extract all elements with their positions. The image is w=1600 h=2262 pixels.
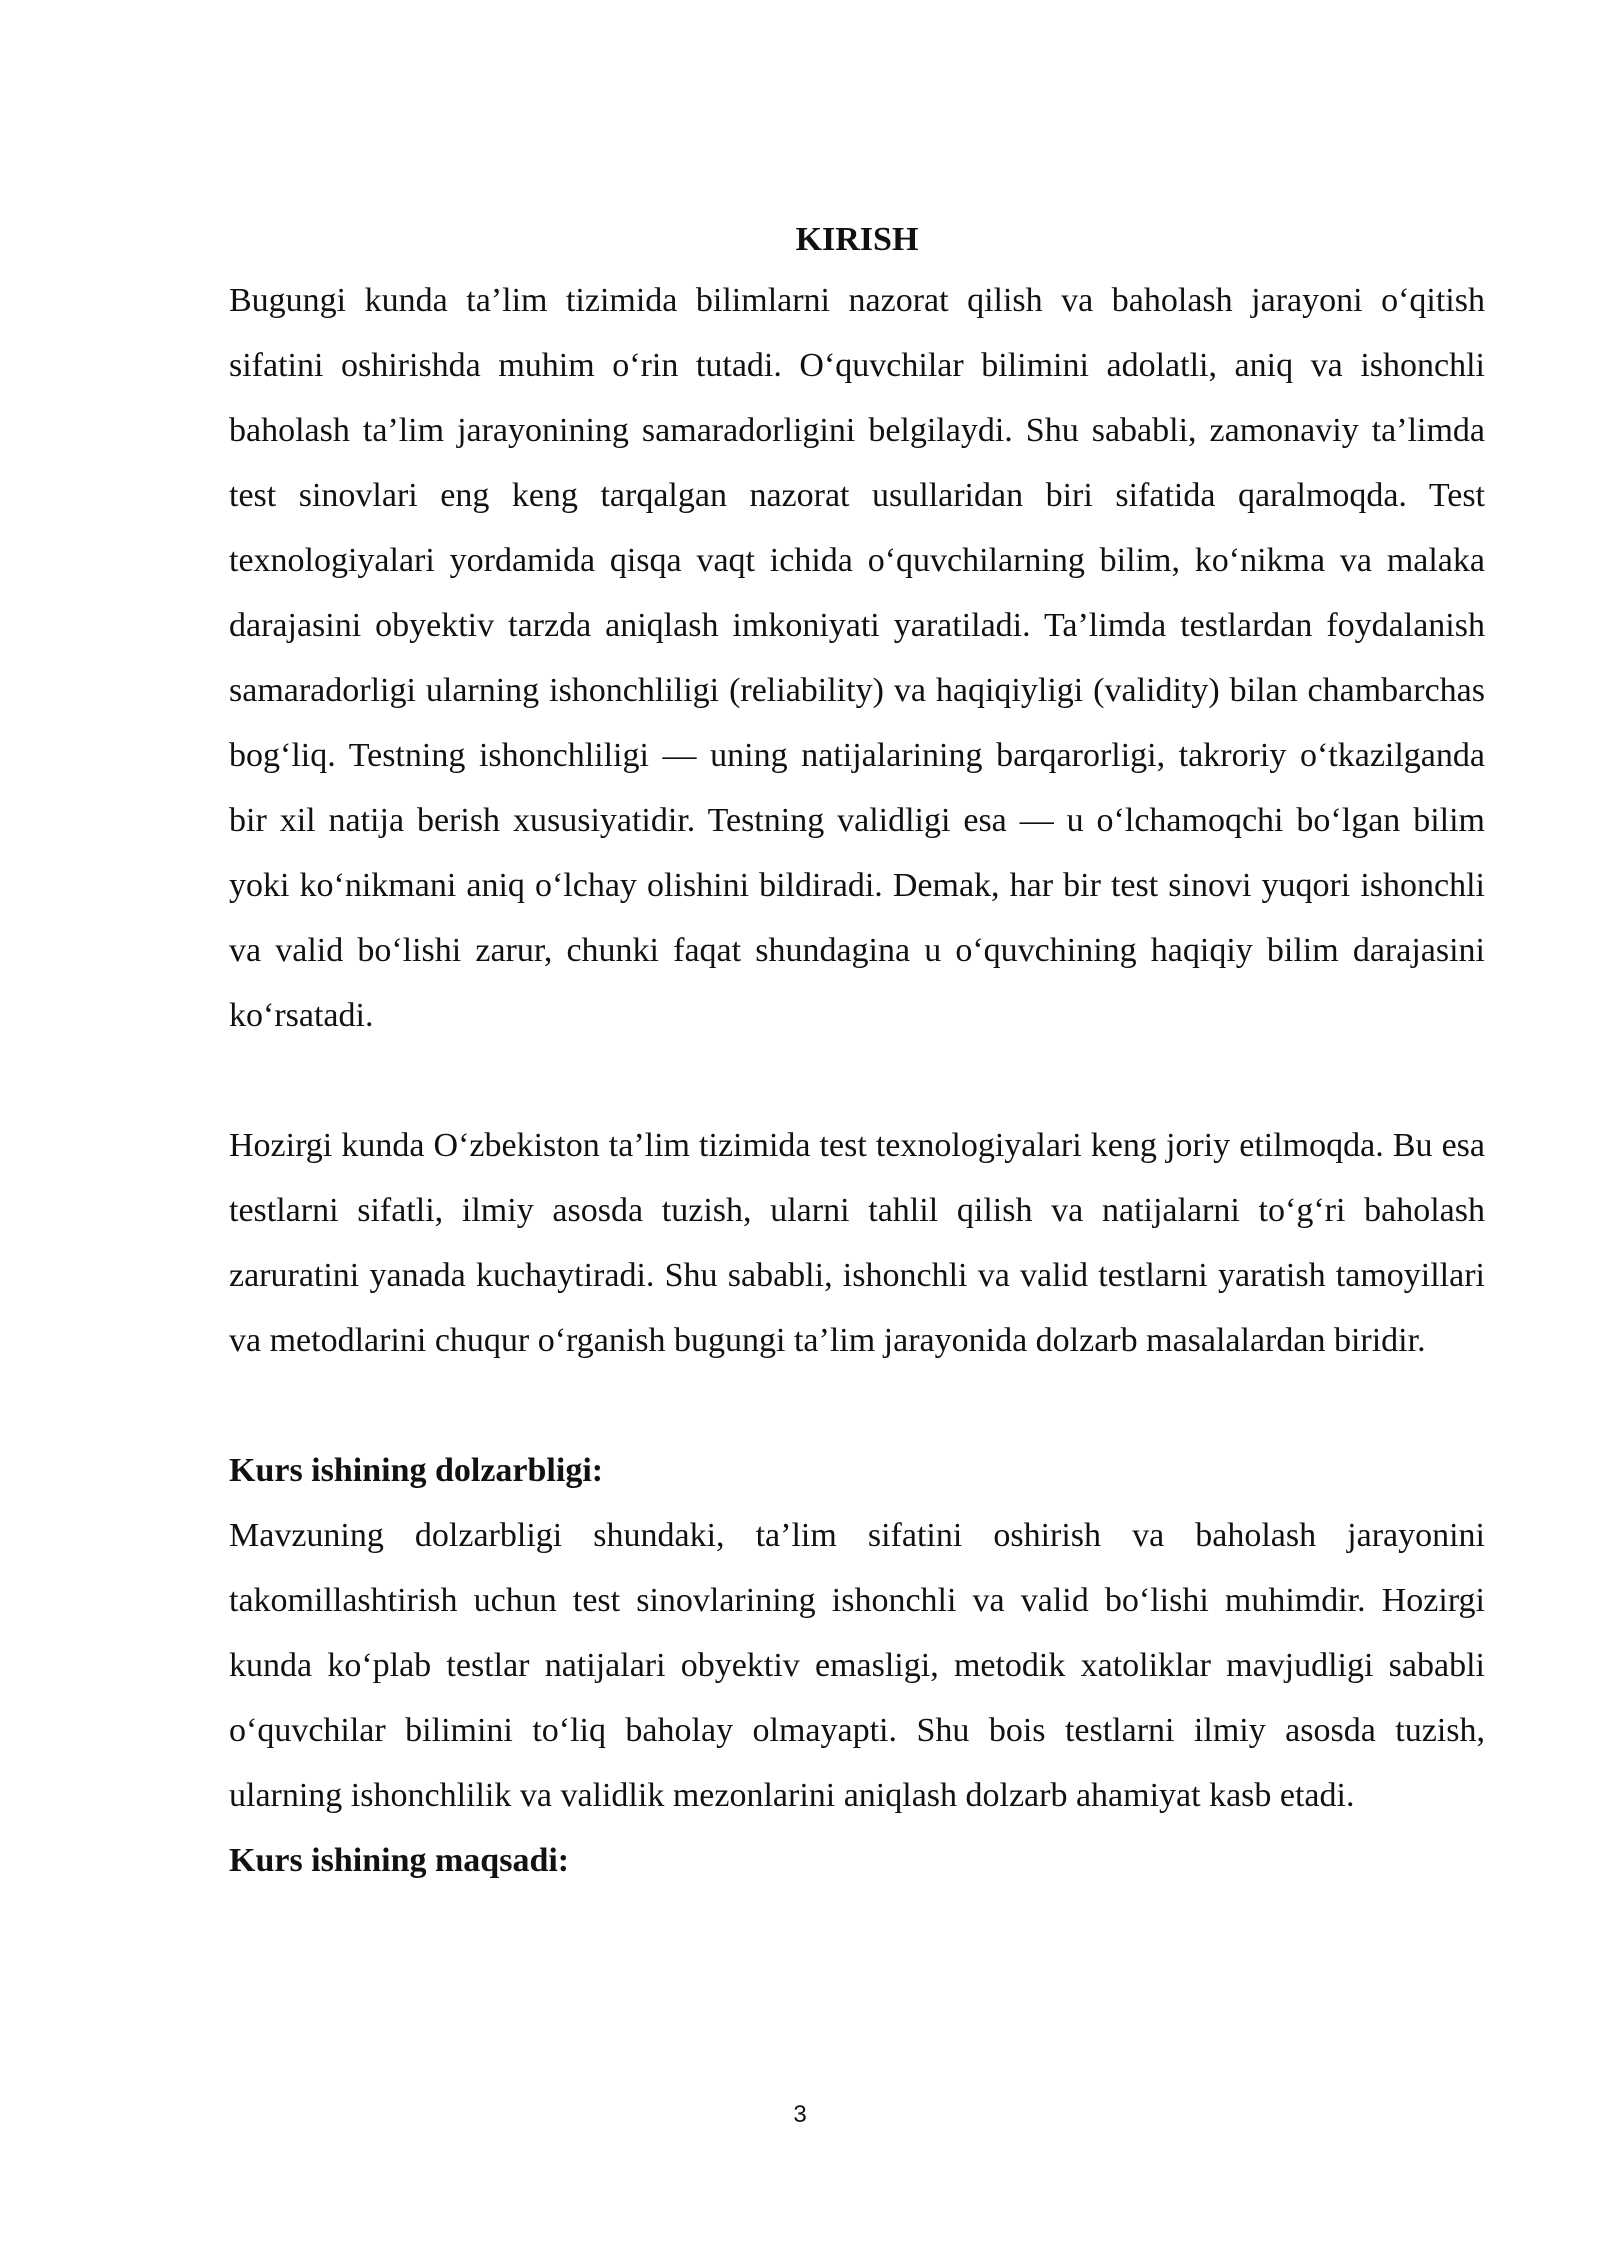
relevance-heading: Kurs ishining dolzarbligi: bbox=[229, 1452, 604, 1489]
context-paragraph: Hozirgi kunda O‘zbekiston ta’lim tizimida test texnologiyalari keng joriy etilmoqda. Bu esa testlarni sifatli, ilmiy asosda tuzish, ularni tahlil qilish va natijalarni to‘g‘ri baholash zaruratini yanada kuchaytiradi. Shu sababli, ishonchli va valid testlarni yaratish tamoyillari va metodlarini chuqur o‘rganish bugungi ta’lim jarayonida dolzarb masalalardan biridir. bbox=[229, 1127, 1485, 1359]
page-content bbox=[229, 212, 1485, 1893]
paragraph-gap bbox=[229, 1373, 1485, 1438]
paragraph-gap bbox=[229, 1048, 1485, 1113]
page-title: KIRISH bbox=[795, 221, 919, 258]
goal-heading: Kurs ishining maqsadi: bbox=[229, 1842, 570, 1879]
page-number: 3 bbox=[793, 2101, 807, 2128]
intro-paragraph: Bugungi kunda ta’lim tizimida bilimlarni nazorat qilish va baholash jarayoni o‘qitish sifatini oshirishda muhim o‘rin tutadi. O‘quvchilar bilimini adolatli, aniq va ishonchli baholash ta’lim jarayonining samaradorligini belgilaydi. Shu sababli, zamonaviy ta’limda test sinovlari eng keng tarqalgan nazorat usullaridan biri sifatida qaralmoqda. Test texnologiyalari yordamida qisqa vaqt ichida o‘quvchilarning bilim, ko‘nikma va malaka darajasini obyektiv tarzda aniqlash imkoniyati yaratiladi. Ta’limda testlardan foydalanish samaradorligi ularning ishonchliligi (reliability) va haqiqiyligi (validity) bilan chambarchas bog‘liq. Testning ishonchliligi — uning natijalarining barqarorligi, takroriy o‘tkazilganda bir xil natija berish xususiyatidir. Testning validligi esa — u o‘lchamoqchi bo‘lgan bilim yoki ko‘nikmani aniq o‘lchay olishini bildiradi. Demak, har bir test sinovi yuqori ishonchli va valid bo‘lishi zarur, chunki faqat shundagina u o‘quvchining haqiqiy bilim darajasini ko‘rsatadi. bbox=[229, 282, 1485, 1034]
relevance-paragraph: Mavzuning dolzarbligi shundaki, ta’lim sifatini oshirish va baholash jarayonini takomillashtirish uchun test sinovlarining ishonchli va valid bo‘lishi muhimdir. Hozirgi kunda ko‘plab testlar natijalari obyektiv emasligi, metodik xatoliklar mavjudligi sababli o‘quvchilar bilimini to‘liq baholay olmayapti. Shu bois testlarni ilmiy asosda tuzish, ularning ishonchlilik va validlik mezonlarini aniqlash dolzarb ahamiyat kasb etadi. bbox=[229, 1517, 1485, 1814]
